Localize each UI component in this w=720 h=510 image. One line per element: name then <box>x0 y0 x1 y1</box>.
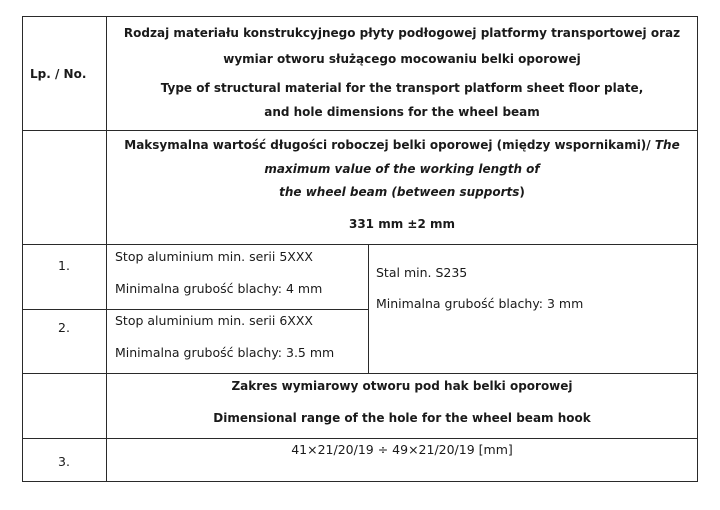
max-length-value: 331 mm ±2 mm <box>348 217 455 231</box>
hook-en-title: Dimensional range of the hole for the wheel beam hook <box>213 411 591 425</box>
row-divider-header <box>22 130 698 131</box>
row-number-1: 1. <box>58 258 70 273</box>
header-en-line1: Type of structural material for the transport platform sheet floor plate, <box>160 81 644 95</box>
steel-material: Stal min. S235 <box>376 265 468 280</box>
row-number-2: 2. <box>58 320 70 335</box>
header-pl-line1: Rodzaj materiału konstrukcyjnego płyty podłogowej platformy transportowej oraz <box>123 26 681 40</box>
header-pl-line2: wymiar otworu służącego mocowaniu belki oporowej <box>223 52 581 66</box>
max-length-line2: maximum value of the working length of <box>264 162 540 176</box>
row-divider-steel <box>22 373 698 374</box>
table-border-bottom <box>22 481 698 482</box>
table-border-top <box>22 16 698 17</box>
max-length-line3-plain: ) <box>519 185 525 199</box>
row-divider-length <box>22 244 698 245</box>
max-length-line3 <box>107 186 697 198</box>
lp-header-label: Lp. / No. <box>30 67 87 81</box>
row-1-thickness: Minimalna grubość blachy: 4 mm <box>115 281 323 296</box>
max-length-line1-plain: Maksymalna wartość długości roboczej belki oporowej (między wspornikami)/ <box>124 138 651 152</box>
hook-range: 41×21/20/19 ÷ 49×21/20/19 [mm] <box>291 442 513 457</box>
table-border-left <box>22 16 23 482</box>
column-divider-steel <box>368 244 369 374</box>
header-en-line2: and hole dimensions for the wheel beam <box>264 105 540 119</box>
row-1-material: Stop aluminium min. serii 5XXX <box>115 249 313 264</box>
table-border-right <box>697 16 698 482</box>
max-length-line3-italic: the wheel beam (between supports <box>279 185 520 199</box>
hook-pl-title: Zakres wymiarowy otworu pod hak belki oporowej <box>231 379 573 393</box>
row-divider-hook <box>22 438 698 439</box>
steel-thickness: Minimalna grubość blachy: 3 mm <box>376 296 584 311</box>
row-divider-materials <box>22 309 369 310</box>
max-length-line1 <box>107 139 697 151</box>
row-2-material: Stop aluminium min. serii 6XXX <box>115 313 313 328</box>
row-2-thickness: Minimalna grubość blachy: 3.5 mm <box>115 345 335 360</box>
row-number-3: 3. <box>58 454 70 469</box>
max-length-line1-italic: The <box>654 138 680 152</box>
